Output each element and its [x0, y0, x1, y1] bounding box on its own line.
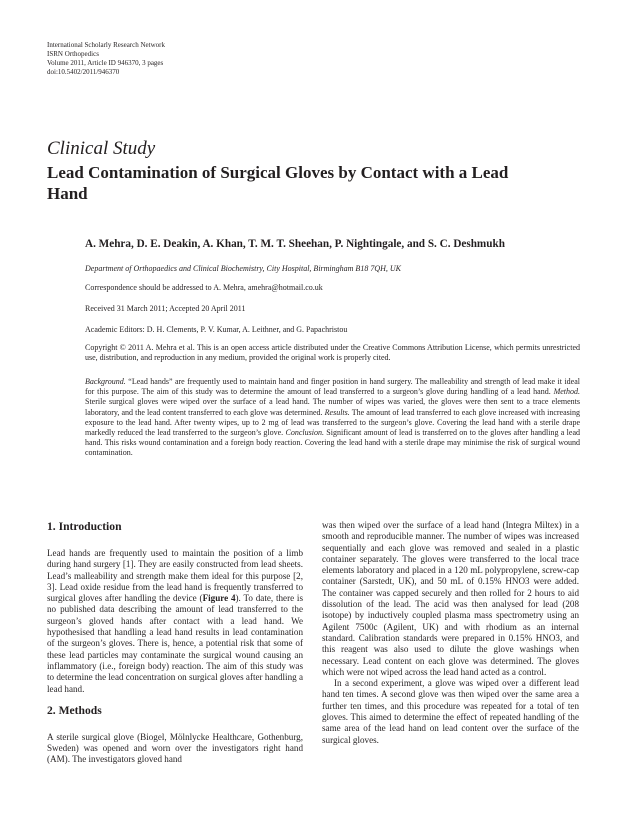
abstract-conclusion-label: Conclusion.: [285, 428, 324, 438]
methods-heading: 2. Methods: [47, 703, 102, 717]
abstract-conclusion: Significant amount of lead is transferred on to the gloves after handling a lead hand. This risks wound contamination and a foreign body reaction. Covering the lead hand with a sterile drape may minimise the risk of surgical wound contamination.: [85, 428, 580, 458]
methods-paragraph-continued: was then wiped over the surface of a lead hand (Integra Miltex) in a smooth and reproducible manner. The number of wipes was increased sequentially and each glove was removed and sealed in a plastic container separately. The gloves were transferred to the local trace elements laboratory and placed in a 120 mL polypropylene, screw-cap container (Sarstedt, UK), and 50 mL of 0.15% HNO3 were added. The container was capped securely and then rolled for 2 hours to aid dissolution of the lead. The acid was then analysed for lead (208 isotope) by inductively coupled plasma mass spectrometry using an Agilent 7500c (Agilent, UK) and with rhodium as an internal standard. Calibration standards were prepared in 0.15% HNO3, and this reagent was also used to dilute the glove washings when necessary. Lead content on each glove was determined. The gloves which were not wiped across the lead hand acted as a control.: [322, 520, 579, 677]
academic-editors: Academic Editors: D. H. Clements, P. V. Kumar, A. Leithner, and G. Papachristou: [85, 325, 348, 334]
copyright-notice: Copyright © 2011 A. Mehra et al. This is an open access article distributed under the Creative Commons Attribution License, which permits unrestricted use, distribution, and reproduction in any medium, provided the original work is properly cited.: [85, 343, 580, 362]
introduction-paragraph: [47, 548, 303, 695]
figure-4-link[interactable]: Figure 4: [202, 593, 236, 604]
abstract-results-label: Results.: [324, 407, 350, 417]
article-title: Lead Contamination of Surgical Gloves by Contact with a Lead Hand: [47, 163, 509, 203]
article-type: Clinical Study: [47, 138, 156, 159]
received-dates: Received 31 March 2011; Accepted 20 April 2011: [85, 304, 246, 313]
left-column: [47, 520, 303, 766]
intro-text-part2: ). To date, there is no published data describing the amount of lead transferred to the surgeon’s gloved hands after contact with a lead hand. We hypothesised that handling a lead hand results in lead contamination of the surgeon’s gloves. There is, hence, a potential risk that some of these lead particles may contaminate the surgical wound causing an inflammatory (i.e., foreign body) reaction. The aim of this study was to determine the lead concentration on surgical gloves after handling a lead hand.: [47, 593, 304, 694]
abstract-background-label: Background.: [85, 377, 126, 386]
journal-header: [47, 41, 165, 77]
intro-text-part1: Lead hands are frequently used to maintain the position of a limb during hand surgery [1]. They are easily constructed from lead sheets. Lead’s malleability and strength make them ideal for this purpose [2, 3]. Lead oxide residue from the lead hand is frequently transferred to surgical gloves after handling the device (: [47, 548, 303, 604]
methods-paragraph-second-experiment: In a second experiment, a glove was wiped over a different lead hand ten times. A second glove was then wiped over the same area a further ten times, and this procedure was repeated for a total of ten gloves. This aimed to determine the effect of repeated handling of the same area of the lead hand on lead content over the surface of the surgical gloves.: [322, 678, 579, 745]
correspondence: Correspondence should be addressed to A. Mehra, amehra@hotmail.co.uk: [85, 283, 323, 292]
journal-name: ISRN Orthopedics: [47, 50, 99, 58]
abstract-results: The amount of lead transferred to each glove increased with increasing exposure to the lead hand. After twenty wipes, up to 2 mg of lead was transferred to the surgeon’s glove. Covering the lead hand with a sterile drape markedly reduced the lead transferred to the surgeon’s glove.: [85, 407, 580, 438]
abstract-method: Sterile surgical gloves were wiped over the surface of a lead hand. The number of wipes was varied, the gloves were then sent to a trace elements laboratory, and the lead content transferred to each glove was determined.: [85, 397, 580, 417]
abstract-method-label: Method.: [553, 387, 581, 397]
abstract: [85, 377, 580, 459]
introduction-heading: 1. Introduction: [47, 520, 122, 533]
methods-paragraph-start: A sterile surgical glove (Biogel, Mölnlycke Healthcare, Gothenburg, Sweden) was opened and worn over the investigators right hand (AM). The investigators gloved hand: [47, 731, 303, 765]
affiliation: Department of Orthopaedics and Clinical Biochemistry, City Hospital, Birmingham B18 7QH, UK: [85, 264, 401, 273]
author-list: A. Mehra, D. E. Deakin, A. Khan, T. M. T. Sheehan, P. Nightingale, and S. C. Deshmukh: [85, 238, 505, 250]
journal-doi: doi:10.5402/2011/946370: [47, 68, 120, 76]
journal-volume: Volume 2011, Article ID 946370, 3 pages: [47, 59, 164, 67]
abstract-background: “Lead hands” are frequently used to maintain hand and finger position in hand surgery. The malleability and strength of lead make it ideal for this purpose. The aim of this study was to determine the amount of lead transferred to a surgeon’s glove during handling of a lead hand.: [85, 377, 580, 397]
journal-publisher: International Scholarly Research Network: [47, 41, 165, 49]
right-column: [322, 520, 579, 746]
